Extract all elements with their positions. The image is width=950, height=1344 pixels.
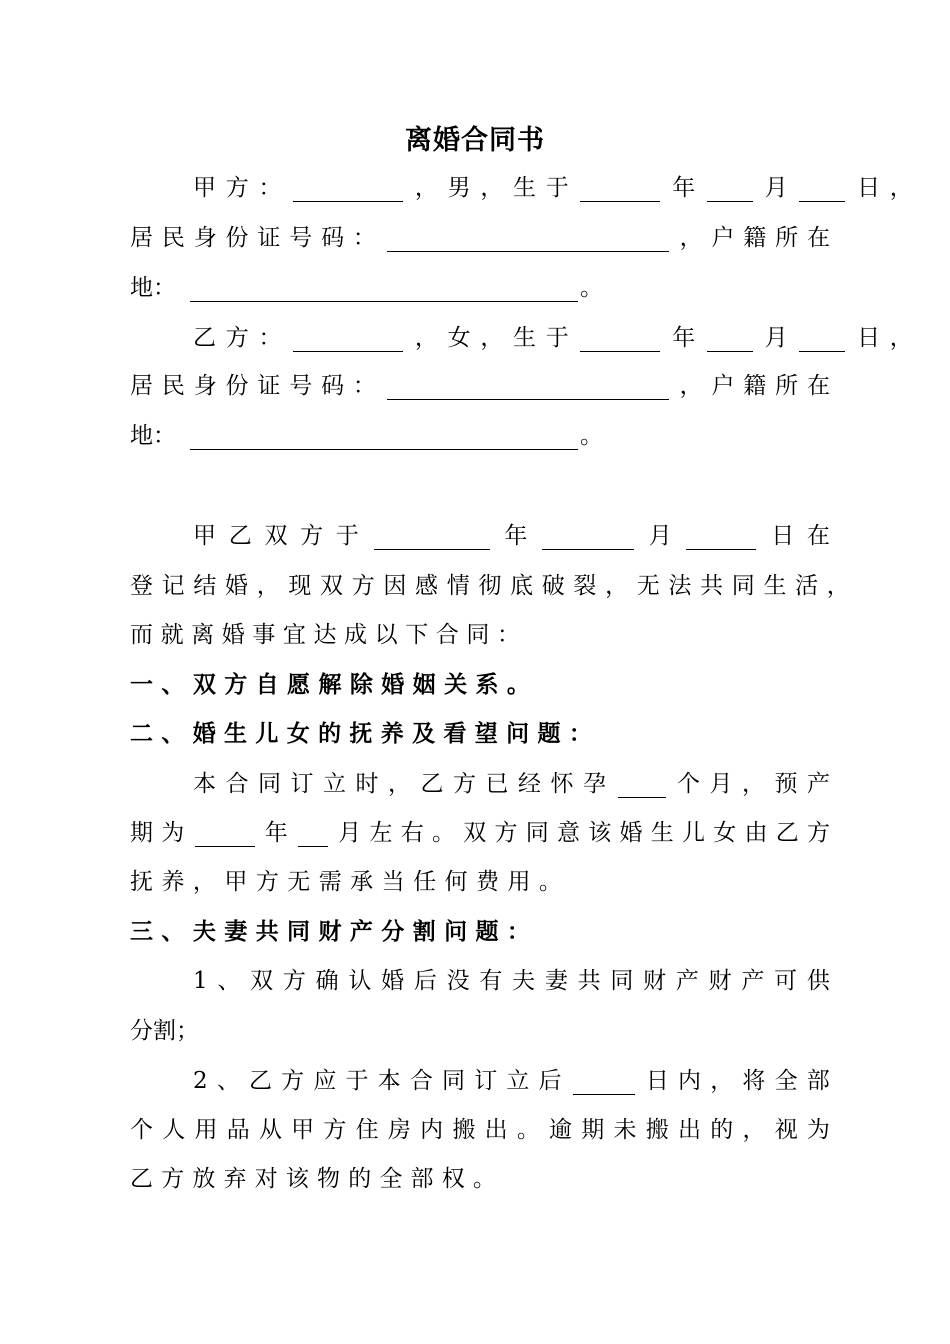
party-b-month-blank[interactable] <box>707 325 753 352</box>
section-3-item-1-line-2: 分 割 ； <box>130 1018 199 1044</box>
section-3-item-2-line-2: 个 人 用 品 从 甲 方 住 房 内 搬 出 。 逾 期 未 搬 出 的 ， 视 为 <box>130 1117 830 1143</box>
party-a-line-2: 居 民 身 份 证 号 码 ： ， 户 籍 所 在 <box>130 225 830 251</box>
section-2-line-2: 期 为 年 月 左 右 。 双 方 同 意 该 婚 生 儿 女 由 乙 方 <box>130 820 830 846</box>
section-1-heading: 一 、 双 方 自 愿 解 除 婚 姻 关 系 。 <box>130 671 530 698</box>
party-b-line-3: 地 ： 。 <box>130 416 830 456</box>
section-3-item-1-line-1: 1 、 双 方 确 认 婚 后 没 有 夫 妻 共 同 财 产 财 产 可 供 <box>193 968 830 994</box>
section-2-line-3: 抚 养 ， 甲 方 无 需 承 当 任 何 费 用 。 <box>130 869 562 895</box>
party-a-address-blank[interactable] <box>190 275 578 302</box>
marriage-day-blank[interactable] <box>686 523 756 550</box>
party-a-day-blank[interactable] <box>799 175 845 202</box>
party-a-month-blank[interactable] <box>707 175 753 202</box>
party-b-address-blank[interactable] <box>190 423 578 450</box>
intro-line-2: 登 记 结 婚 ， 现 双 方 因 感 情 彻 底 破 裂 ， 无 法 共 同 生 活 ， <box>130 573 850 599</box>
document-title: 离婚合同书 <box>405 125 545 156</box>
section-3-item-2-line-3: 乙 方 放 弃 对 该 物 的 全 部 权 。 <box>130 1166 496 1192</box>
party-b-line-2: 居 民 身 份 证 号 码 ： ， 户 籍 所 在 <box>130 373 830 399</box>
section-3-item-2-line-1: 2 、 乙 方 应 于 本 合 同 订 立 后 日 内 ， 将 全 部 <box>193 1068 830 1094</box>
party-a-end: 。 <box>580 275 603 301</box>
marriage-year-blank[interactable] <box>374 523 490 550</box>
pregnancy-months-blank[interactable] <box>618 771 666 798</box>
party-a-line-3: 地 ： 。 <box>130 268 830 308</box>
move-out-days-blank[interactable] <box>573 1068 635 1095</box>
party-b-name-blank[interactable] <box>293 325 403 352</box>
party-a-id-blank[interactable] <box>387 225 669 252</box>
party-b-end: 。 <box>580 423 603 449</box>
party-b-id-blank[interactable] <box>387 373 669 400</box>
party-a-year-blank[interactable] <box>580 175 660 202</box>
party-b-line-1: 乙 方 ： ， 女 ， 生 于 年 月 日 ， <box>193 325 913 351</box>
party-a-name-blank[interactable] <box>293 175 403 202</box>
due-month-blank[interactable] <box>298 820 328 847</box>
section-2-heading: 二 、 婚 生 儿 女 的 抚 养 及 看 望 问 题 ： <box>130 720 592 747</box>
party-b-year-blank[interactable] <box>580 325 660 352</box>
party-a-line-1: 甲 方 ： ， 男 ， 生 于 年 月 日 ， <box>193 175 913 201</box>
intro-line-1: 甲 乙 双 方 于 年 月 日 在 <box>193 523 830 549</box>
intro-line-3: 而 就 离 婚 事 宜 达 成 以 下 合 同 ： <box>130 622 520 648</box>
due-year-blank[interactable] <box>195 820 255 847</box>
section-2-line-1: 本 合 同 订 立 时 ， 乙 方 已 经 怀 孕 个 月 ， 预 产 <box>193 771 830 797</box>
section-3-heading: 三 、 夫 妻 共 同 财 产 分 割 问 题 ： <box>130 918 530 945</box>
party-b-day-blank[interactable] <box>799 325 845 352</box>
marriage-month-blank[interactable] <box>542 523 634 550</box>
